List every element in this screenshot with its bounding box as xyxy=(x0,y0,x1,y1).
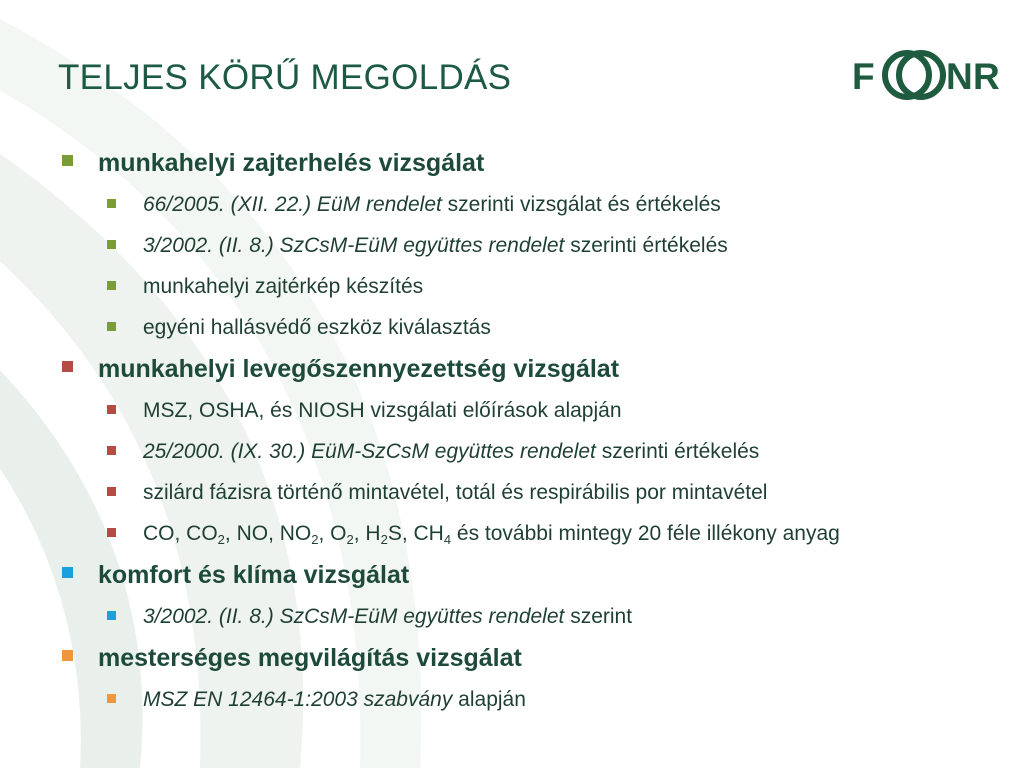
list-item: 66/2005. (XII. 22.) EüM rendelet szerinti vizsgálat és értékelés xyxy=(62,186,1012,227)
square-bullet-icon xyxy=(107,281,116,290)
list-item: 3/2002. (II. 8.) SzCsM-EüM együttes rendelet szerinti értékelés xyxy=(62,227,1012,268)
square-bullet-icon xyxy=(107,694,116,703)
list-item: MSZ EN 12464-1:2003 szabvány alapján xyxy=(62,681,1012,722)
square-bullet-icon xyxy=(62,650,73,661)
logo-letter-f: F xyxy=(852,56,875,97)
section-heading-comfort-climate: komfort és klíma vizsgálat xyxy=(62,556,1012,598)
logo-letter-n: N xyxy=(946,56,973,97)
square-bullet-icon xyxy=(107,199,116,208)
section-heading-air-pollution: munkahelyi levegőszennyezettség vizsgálat xyxy=(62,350,1012,392)
list-item-chemical-formulas: CO, $CO_2$, NO, $NO_2$, $O_2$, $H_2S$, $CH_4$ és további mintegy 20 féle illékony anyag xyxy=(62,515,1012,556)
section-heading-lighting: mesterséges megvilágítás vizsgálat xyxy=(62,639,1012,681)
slide-title: TELJES KÖRŰ MEGOLDÁS xyxy=(58,58,512,97)
fonor-logo xyxy=(852,28,1000,120)
list-item: egyéni hallásvédő eszköz kiválasztás xyxy=(62,309,1012,350)
square-bullet-icon xyxy=(62,155,73,166)
square-bullet-icon xyxy=(107,528,116,537)
list-item: szilárd fázisra történő mintavétel, totál és respirábilis por mintavétel xyxy=(62,474,1012,515)
square-bullet-icon xyxy=(107,446,116,455)
section-heading-noise: munkahelyi zajterhelés vizsgálat xyxy=(62,144,1012,186)
square-bullet-icon xyxy=(107,322,116,331)
square-bullet-icon xyxy=(62,361,73,372)
list-item: munkahelyi zajtérkép készítés xyxy=(62,268,1012,309)
list-item: 25/2000. (IX. 30.) EüM-SzCsM együttes rendelet szerinti értékelés xyxy=(62,433,1012,474)
logo-letter-r: R xyxy=(973,56,1000,97)
list-item: 3/2002. (II. 8.) SzCsM-EüM együttes rendelet szerint xyxy=(62,598,1012,639)
bullet-list xyxy=(62,144,1012,722)
square-bullet-icon xyxy=(62,567,73,578)
square-bullet-icon xyxy=(107,405,116,414)
square-bullet-icon xyxy=(107,487,116,496)
list-item: MSZ, OSHA, és NIOSH vizsgálati előírások alapján xyxy=(62,392,1012,433)
square-bullet-icon xyxy=(107,611,116,620)
logo-emblem-icon xyxy=(877,30,947,118)
square-bullet-icon xyxy=(107,240,116,249)
